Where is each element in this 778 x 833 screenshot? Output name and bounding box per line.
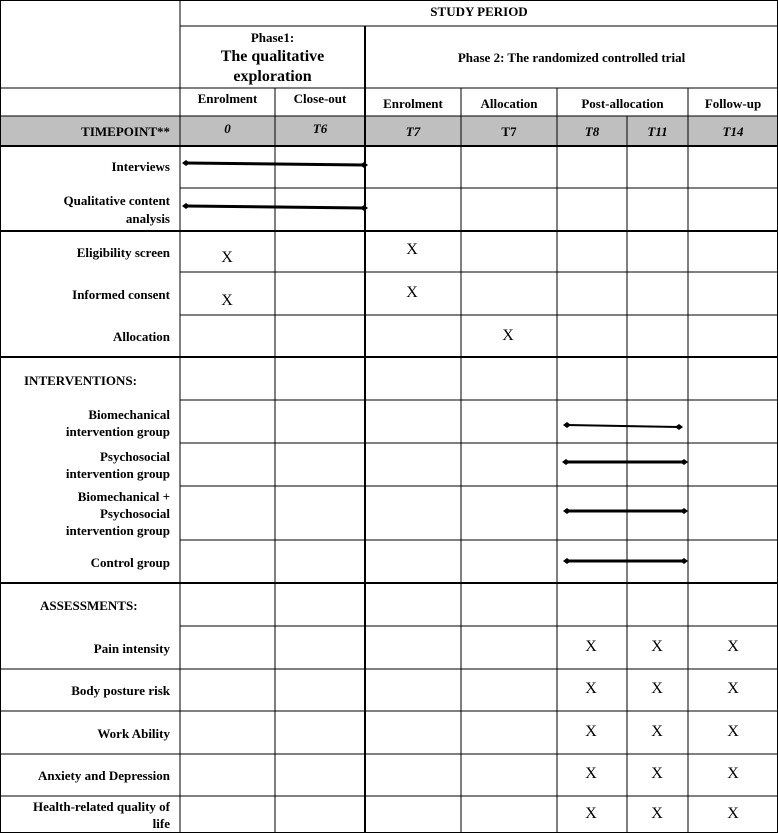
mark-pain-t11: X — [651, 638, 663, 655]
mark-anxiety-t11: X — [651, 765, 663, 782]
row-label-hrqol-2: life — [152, 816, 170, 831]
col-allocation: Allocation — [480, 96, 538, 111]
phase1-label: Phase1: — [250, 30, 295, 45]
duration-bar-biomech — [563, 422, 683, 430]
row-label-content-analysis-2: analysis — [125, 211, 170, 226]
timepoint-t7-alloc: T7 — [501, 124, 517, 139]
duration-bar-psycho — [562, 459, 688, 465]
row-label-biomech-2: intervention group — [65, 424, 170, 439]
mark-anxiety-t14: X — [727, 765, 739, 782]
section-assessments: ASSESSMENTS: — [40, 598, 138, 613]
row-label-eligibility: Eligibility screen — [76, 245, 170, 260]
row-label-combined-2: Psychosocial — [99, 506, 170, 521]
col-post-allocation: Post-allocation — [581, 96, 664, 111]
mark-pain-t8: X — [585, 638, 597, 655]
timepoint-t7-enrol: T7 — [405, 124, 421, 139]
duration-bar-combined — [563, 508, 688, 514]
mark-allocation-t7: X — [502, 327, 514, 344]
phase1-title-line1: The qualitative — [220, 48, 325, 65]
col-closeout: Close-out — [293, 91, 347, 106]
timepoint-t11: T11 — [647, 124, 668, 139]
row-label-consent: Informed consent — [72, 287, 170, 302]
row-label-psycho-2: intervention group — [65, 466, 170, 481]
mark-posture-t8: X — [585, 680, 597, 697]
row-label-content-analysis-1: Qualitative content — [63, 193, 170, 208]
row-label-pain: Pain intensity — [93, 641, 170, 656]
mark-posture-t14: X — [727, 680, 739, 697]
phase2-title: Phase 2: The randomized controlled trial — [457, 50, 686, 65]
mark-pain-t14: X — [727, 638, 739, 655]
phase1-title-line2: exploration — [233, 68, 312, 85]
row-label-biomech-1: Biomechanical — [88, 407, 170, 422]
col-followup: Follow-up — [704, 96, 762, 111]
mark-work-t11: X — [651, 723, 663, 740]
mark-consent-t7: X — [406, 284, 418, 301]
mark-hrqol-t11: X — [651, 805, 663, 822]
mark-eligibility-t7: X — [406, 241, 418, 258]
mark-eligibility-0: X — [221, 249, 233, 266]
timepoint-0: 0 — [224, 121, 231, 136]
row-label-allocation: Allocation — [112, 329, 170, 344]
row-label-work: Work Ability — [97, 726, 170, 741]
mark-hrqol-t8: X — [585, 805, 597, 822]
row-label-control: Control group — [90, 555, 170, 570]
row-label-posture: Body posture risk — [71, 683, 170, 698]
row-label-combined-1: Biomechanical + — [77, 489, 170, 504]
row-label-hrqol-1: Health-related quality of — [33, 799, 170, 814]
mark-posture-t11: X — [651, 680, 663, 697]
mark-hrqol-t14: X — [727, 805, 739, 822]
col-enrolment-p2: Enrolment — [383, 96, 443, 111]
timepoint-t6: T6 — [312, 121, 328, 136]
section-interventions: INTERVENTIONS: — [24, 373, 137, 388]
timepoint-t14: T14 — [722, 124, 744, 139]
study-period-title: STUDY PERIOD — [430, 4, 528, 19]
row-label-anxiety: Anxiety and Depression — [38, 768, 170, 783]
duration-bar-control — [563, 558, 688, 564]
timepoint-label: TIMEPOINT** — [81, 124, 170, 139]
row-label-interviews: Interviews — [111, 159, 170, 174]
mark-work-t8: X — [585, 723, 597, 740]
row-label-psycho-1: Psychosocial — [99, 449, 170, 464]
mark-anxiety-t8: X — [585, 765, 597, 782]
timepoint-t8: T8 — [584, 124, 600, 139]
mark-work-t14: X — [727, 723, 739, 740]
col-enrolment-p1: Enrolment — [197, 91, 258, 106]
mark-consent-0: X — [221, 292, 233, 309]
row-label-combined-3: intervention group — [65, 523, 170, 538]
